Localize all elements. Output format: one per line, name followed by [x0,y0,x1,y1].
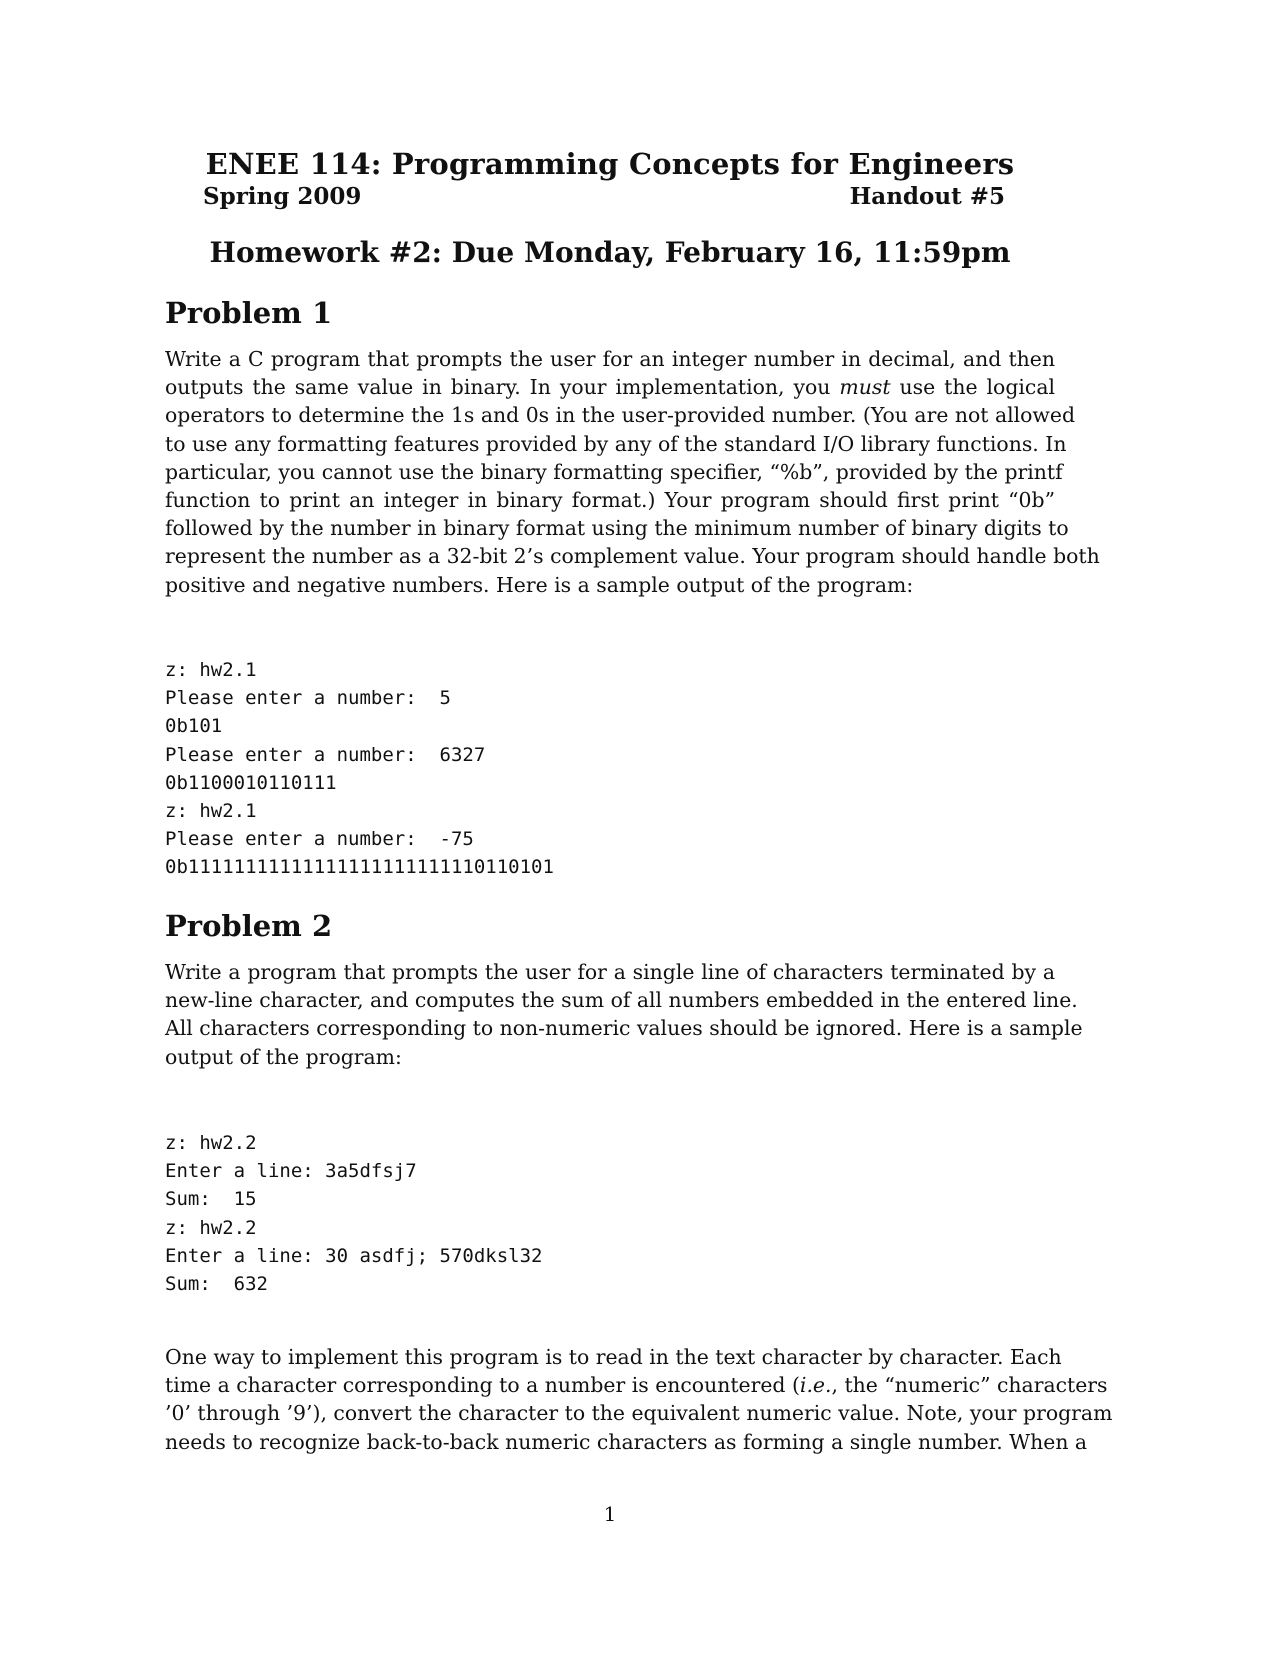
code-line: z: hw2.2 [165,1216,257,1239]
problem-2-heading: Problem 2 [165,909,333,943]
text-line: output of the program: [165,1044,402,1069]
emphasis-ie: i.e. [799,1373,832,1398]
code-line: Please enter a number: -75 [165,828,474,851]
text-line: represent the number as a 32-bit 2’s complement value. Your program should handle both [165,544,1100,569]
text-line [165,373,1055,401]
text-line: ’0’ through ’9’), convert the character to the equivalent numeric value. Note, your program [165,1401,1113,1426]
handout-label: Handout #5 [849,183,1005,210]
text-line: Write a C program that prompts the user for an integer number in decimal, and then [165,347,1055,371]
text-line: positive and negative numbers. Here is a sample output of the program: [165,572,914,597]
code-line: Enter a line: 3a5dfsj7 [165,1160,417,1183]
text-line: operators to determine the 1s and 0s in the user-provided number. (You are not allowed [165,403,1076,428]
meta-row [203,183,1005,210]
problem-2-text [165,958,1083,1071]
emphasis-must: must [839,375,891,400]
text-line: followed by the number in binary format using the minimum number of binary digits to [165,516,1069,541]
problem-1-heading: Problem 1 [165,296,333,330]
code-line: 0b1100010110111 [165,771,337,794]
code-line: Please enter a number: 5 [165,687,451,710]
document-page [165,0,1113,1656]
code-line: Enter a line: 30 asdfj; 570dksl32 [165,1244,543,1267]
problem-1-sample-output [165,656,554,882]
semester-label: Spring 2009 [203,183,362,210]
text-line: needs to recognize back-to-back numeric characters as forming a single number. When a [165,1429,1088,1454]
code-line: 0b11111111111111111111111110110101 [165,856,554,879]
text-fragment: , the “numeric” characters [831,1373,1108,1398]
code-line: Sum: 632 [165,1273,268,1296]
problem-2-implementation-text [165,1343,1113,1456]
problem-1-text [165,345,1100,599]
text-line: to use any formatting features provided by any of the standard I/O library functions. In [165,431,1067,456]
text-fragment: use the logical [890,375,1055,400]
text-fragment: time a character corresponding to a number is encountered ( [165,1373,800,1398]
code-line: z: hw2.1 [165,659,257,681]
text-line [165,1371,1108,1399]
text-line: new-line character, and computes the sum of all numbers embedded in the entered line. [165,988,1078,1013]
text-line: All characters corresponding to non-numeric values should be ignored. Here is a sample [165,1016,1083,1041]
text-line: One way to implement this program is to read in the text character by character. Each [165,1345,1062,1369]
course-title: ENEE 114: Programming Concepts for Engineers [205,147,1015,181]
text-line: function to print an integer in binary format.) Your program should first print “0b” [165,488,1055,513]
code-line: z: hw2.2 [165,1132,257,1154]
text-fragment: outputs the same value in binary. In your implementation, you [165,375,840,400]
code-line: Please enter a number: 6327 [165,743,486,766]
code-line: Sum: 15 [165,1188,257,1211]
homework-title: Homework #2: Due Monday, February 16, 11:59pm [209,236,1011,269]
text-line: Write a program that prompts the user for a single line of characters terminated by a [165,960,1055,984]
code-line: z: hw2.1 [165,800,257,823]
code-line: 0b101 [165,715,223,738]
text-line: particular, you cannot use the binary formatting specifier, “%b”, provided by the printf [165,459,1063,484]
problem-2-sample-output [165,1129,543,1298]
page-number: 1 [603,1502,617,1526]
